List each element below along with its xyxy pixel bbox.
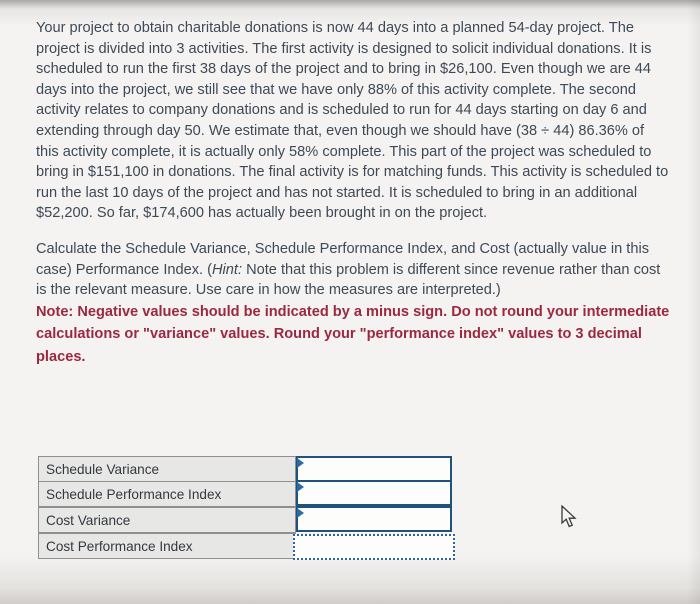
rounding-note: Note: Negative values should be indicated by a minus sign. Do not round your intermediate calculations or "variance" values. Round your "performance index" values to 3 decimal places. bbox=[36, 303, 670, 365]
question-content bbox=[36, 18, 670, 368]
table-row bbox=[38, 508, 455, 534]
mouse-cursor-icon bbox=[560, 505, 579, 534]
hint-label: Hint: bbox=[212, 261, 243, 278]
row-label-schedule-performance-index: Schedule Performance Index bbox=[38, 481, 296, 507]
instructions-text-after-hint: Note that this problem is different since revenue rather than cost is the relevant measure. Use care in how the measures are interpreted.) bbox=[36, 261, 661, 299]
row-label-cost-performance-index: Cost Performance Index bbox=[38, 533, 296, 559]
table-row bbox=[38, 456, 455, 482]
instructions-text-before-hint: Calculate the Schedule Variance, Schedule Performance Index, and Cost (actually value in this case) Performance Index. ( bbox=[36, 240, 650, 278]
input-cell-schedule-performance-index bbox=[296, 480, 452, 506]
cost-performance-index-input[interactable] bbox=[293, 534, 455, 560]
table-row bbox=[38, 482, 455, 508]
schedule-variance-input[interactable] bbox=[296, 456, 452, 482]
question-instructions bbox=[36, 239, 670, 301]
cost-variance-input[interactable] bbox=[296, 506, 452, 532]
schedule-performance-index-input[interactable] bbox=[296, 480, 452, 506]
row-label-schedule-variance: Schedule Variance bbox=[38, 456, 296, 482]
problem-statement: Your project to obtain charitable donations is now 44 days into a planned 54-day project. The project is divided into 3 activities. The first activity is designed to solicit individual donations. It is scheduled to run the first 38 days of the project and to bring in $26,100. Even though we are 44 days into the project, we still see that we have only 88% of this activity complete. The second activity relates to company donations and is scheduled to run for 44 days starting on day 6 and extending through day 50. We estimate that, even though we should have (38 ÷ 44) 86.36% of this activity complete, it is actually only 58% complete. This part of the project was scheduled to bring in $151,100 in donations. The final activity is for matching funds. This activity is scheduled to run the last 10 days of the project and has not started. It is scheduled to bring in an additional $52,200. So far, $174,600 has actually been brought in on the project. bbox=[36, 20, 669, 222]
input-cell-cost-performance-index bbox=[293, 534, 455, 560]
table-row bbox=[38, 534, 455, 560]
input-cell-cost-variance bbox=[296, 506, 452, 532]
answer-table bbox=[38, 456, 455, 560]
row-label-cost-variance: Cost Variance bbox=[38, 507, 296, 533]
input-cell-schedule-variance bbox=[296, 456, 452, 482]
